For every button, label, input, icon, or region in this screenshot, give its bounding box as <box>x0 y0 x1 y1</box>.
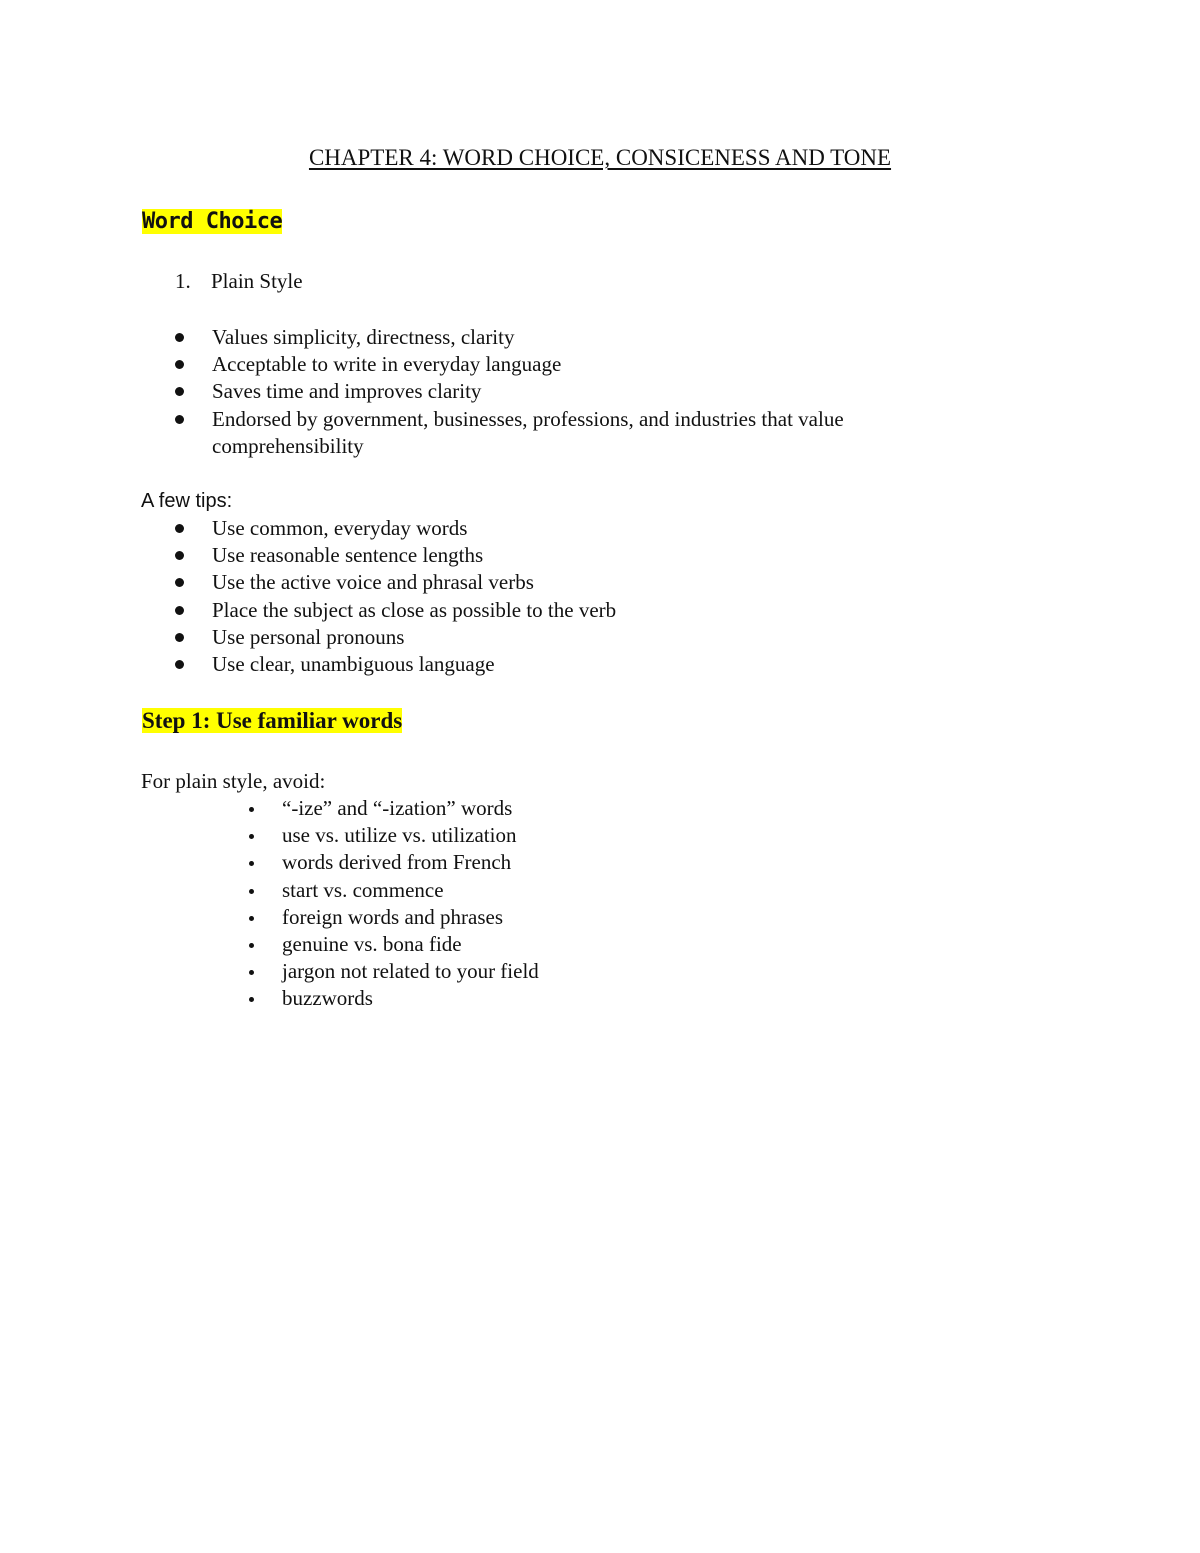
section-heading-step-1 <box>142 705 402 737</box>
bullet-icon <box>175 360 184 369</box>
list-item <box>175 624 965 651</box>
list-item <box>175 597 965 624</box>
list-item <box>246 822 946 849</box>
list-item-text: Use common, everyday words <box>212 516 468 540</box>
list-item-text: words derived from French <box>282 850 512 875</box>
list-item-text: Use the active voice and phrasal verbs <box>212 570 534 595</box>
list-item-text: buzzwords <box>282 986 373 1011</box>
bullet-icon <box>249 861 254 866</box>
list-item-text: Use personal pronouns <box>212 624 405 649</box>
page-title: CHAPTER 4: WORD CHOICE, CONSICENESS AND TONE <box>308 145 892 170</box>
list-item-text: Values simplicity, directness, clarity <box>212 325 515 349</box>
list-item-text: start vs. commence <box>282 877 444 902</box>
word-choice-heading-text: Word Choice <box>142 209 283 234</box>
list-item <box>175 542 965 569</box>
avoid-list <box>246 795 946 1013</box>
step-1-heading-text: Step 1: Use familiar words <box>142 708 403 733</box>
bullet-icon <box>175 551 184 560</box>
list-number: 1. <box>175 269 191 293</box>
list-item-text: Use reasonable sentence lengths <box>212 543 484 568</box>
list-item-text: Place the subject as close as possible to the verb <box>212 597 617 622</box>
list-item-text: foreign words and phrases <box>282 904 504 929</box>
bullet-icon <box>249 807 254 812</box>
list-item-text: jargon not related to your field <box>282 959 539 984</box>
list-item <box>246 985 946 1012</box>
bullet-icon <box>249 889 254 894</box>
list-item-text: Acceptable to write in everyday language <box>212 352 562 377</box>
bullet-icon <box>175 606 184 615</box>
avoid-intro: For plain style, avoid: <box>141 769 326 793</box>
list-item-text: “-ize” and “-ization” words <box>282 796 513 820</box>
tips-list <box>175 515 965 678</box>
bullet-icon <box>249 970 254 975</box>
list-item <box>246 877 946 904</box>
list-item <box>175 324 965 351</box>
bullet-icon <box>175 333 184 342</box>
bullet-icon <box>175 578 184 587</box>
bullet-icon <box>175 633 184 642</box>
list-item <box>246 795 946 822</box>
list-item <box>246 958 946 985</box>
list-item-text: use vs. utilize vs. utilization <box>282 823 517 848</box>
list-item <box>175 569 965 596</box>
plain-style-points-list <box>175 324 965 460</box>
list-item <box>175 378 965 405</box>
section-heading-word-choice <box>142 205 282 238</box>
list-item <box>246 904 946 931</box>
list-item-text: genuine vs. bona fide <box>282 932 462 957</box>
list-item <box>175 351 965 378</box>
list-item <box>246 849 946 876</box>
bullet-icon <box>249 916 254 921</box>
list-item-text: Endorsed by government, businesses, professions, and industries that value comprehensibility <box>212 406 844 458</box>
list-item <box>246 931 946 958</box>
list-item <box>175 651 965 678</box>
bullet-icon <box>175 524 184 533</box>
bullet-icon <box>249 943 254 948</box>
bullet-icon <box>249 997 254 1002</box>
tips-label: A few tips: <box>141 490 233 512</box>
bullet-icon <box>175 415 184 424</box>
list-item <box>175 406 965 460</box>
list-item-label: Plain Style <box>211 269 303 293</box>
list-item-text: Saves time and improves clarity <box>212 379 482 404</box>
bullet-icon <box>175 660 184 669</box>
numbered-list-item <box>175 268 303 295</box>
list-item-text: Use clear, unambiguous language <box>212 652 495 677</box>
bullet-icon <box>175 387 184 396</box>
bullet-icon <box>249 834 254 839</box>
list-item <box>175 515 965 542</box>
